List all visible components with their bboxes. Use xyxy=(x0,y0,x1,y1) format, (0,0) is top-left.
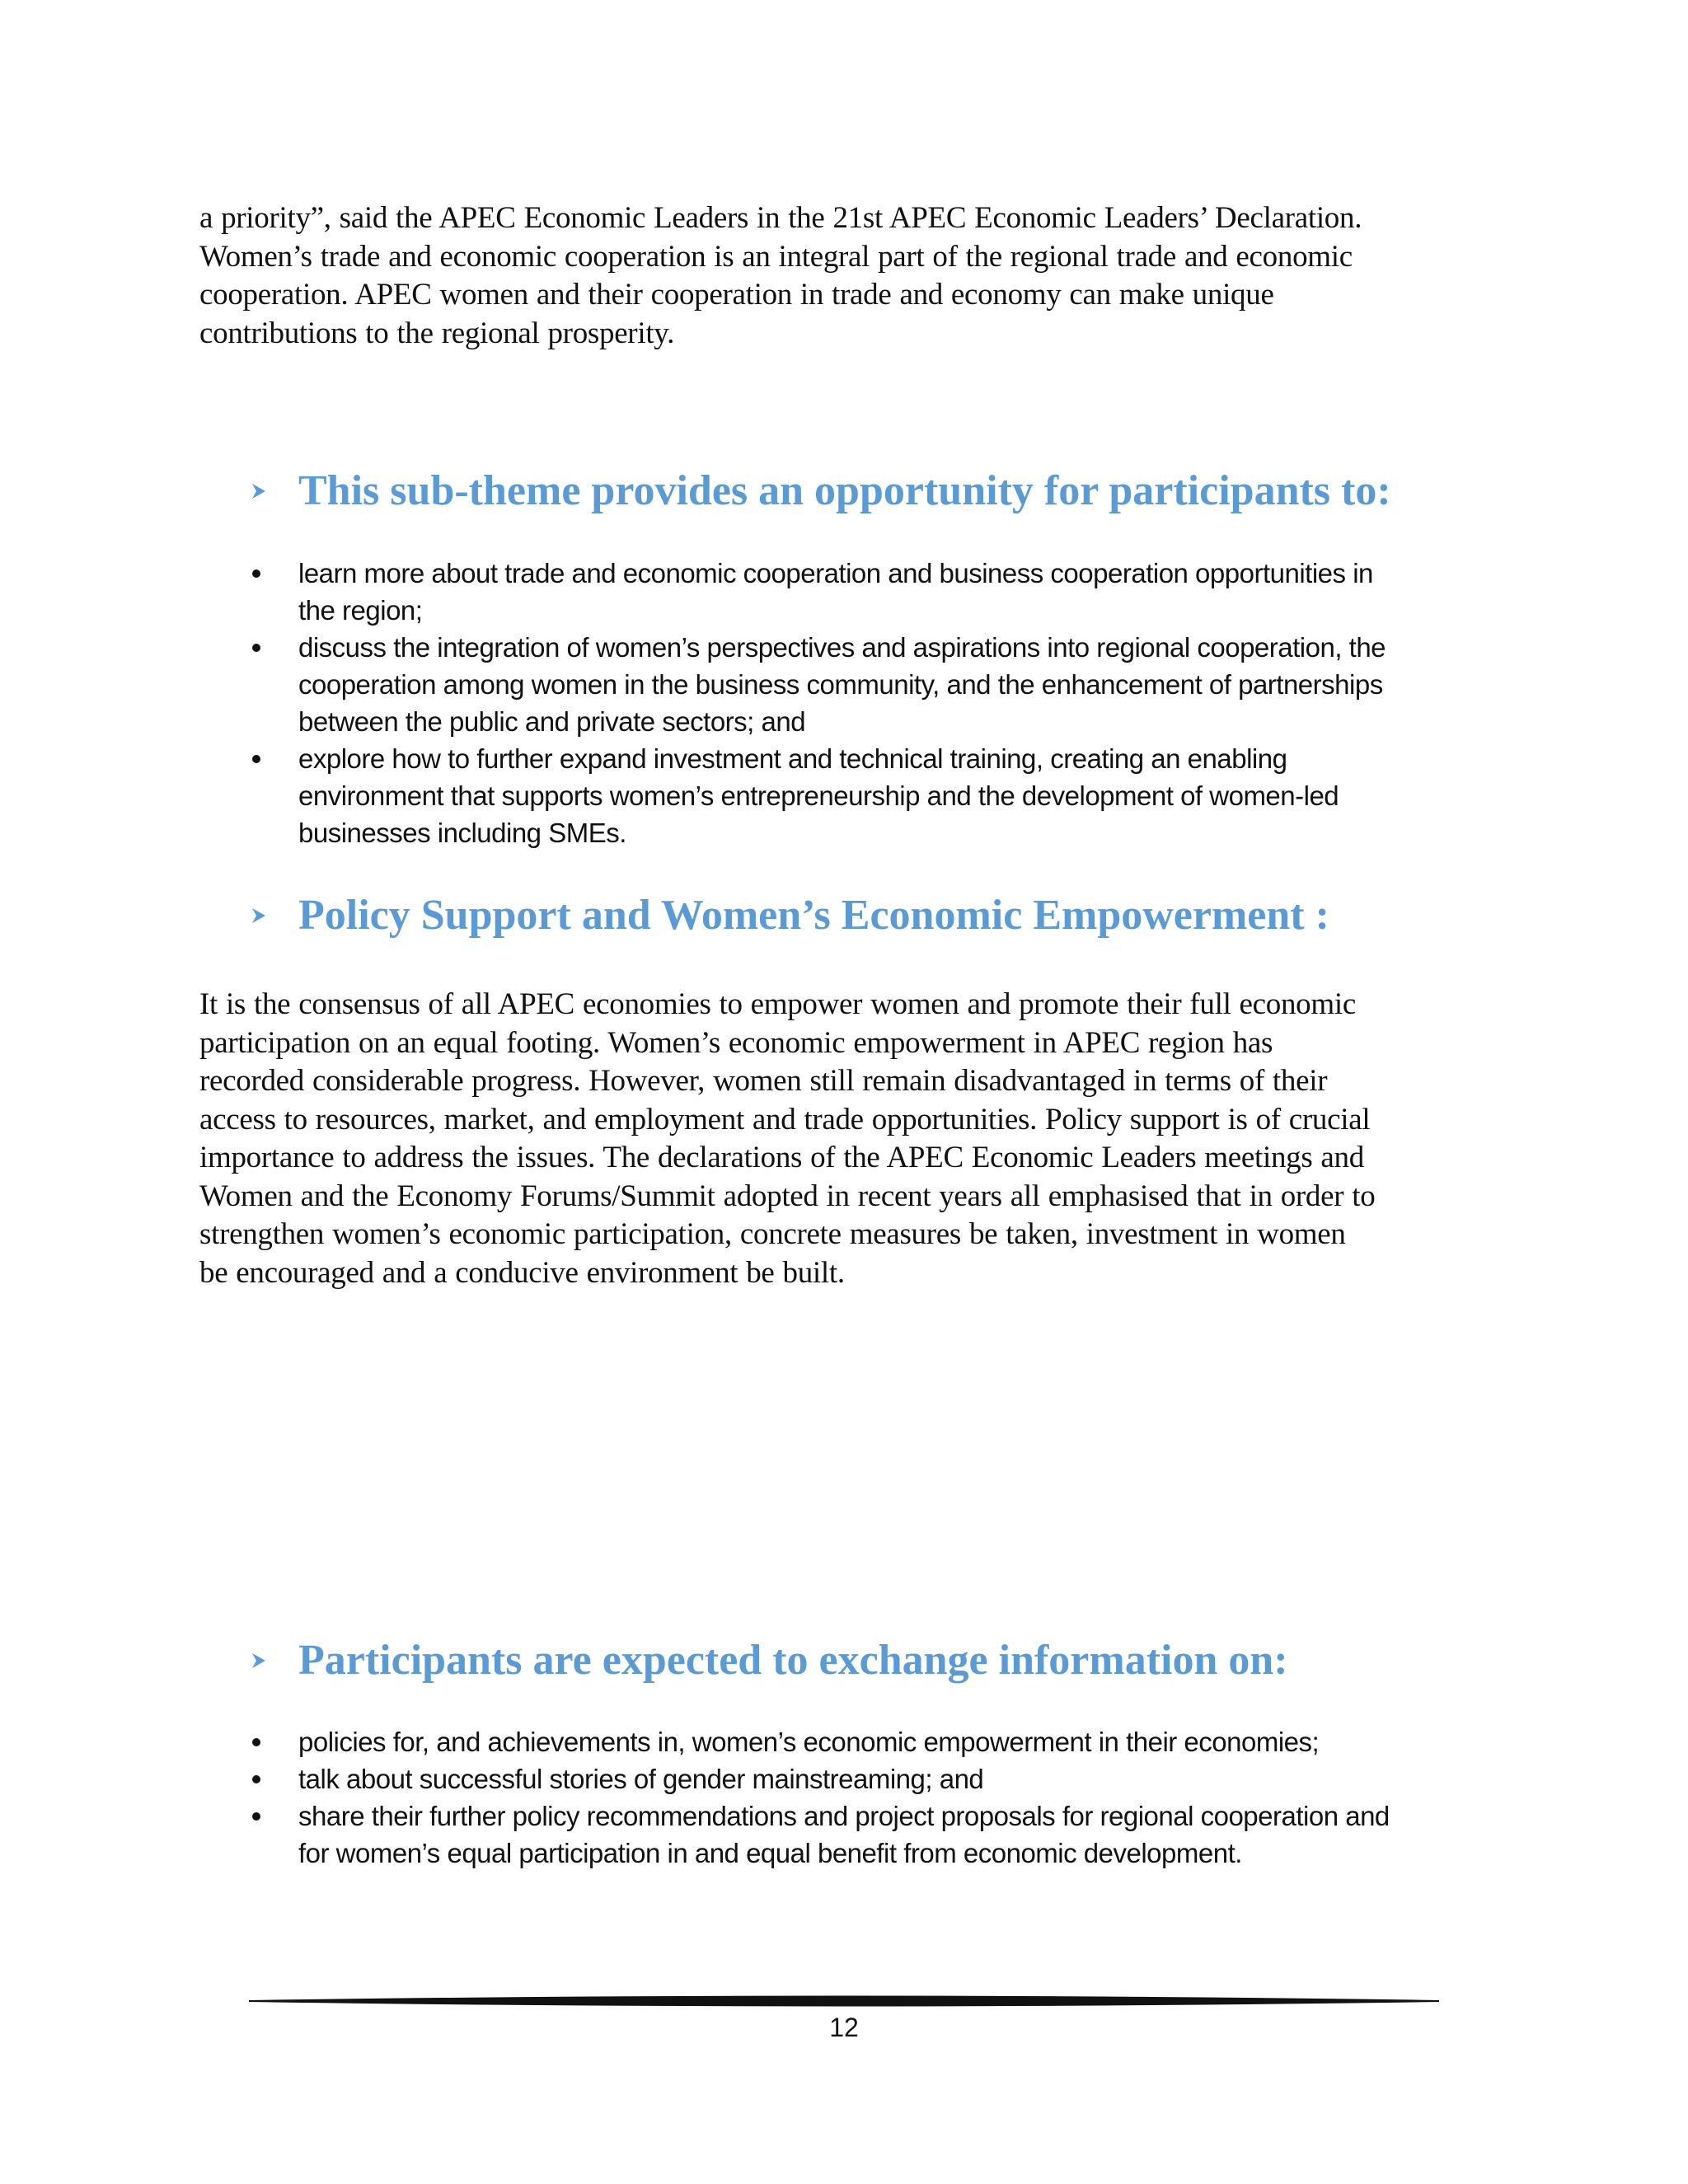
list-item xyxy=(247,740,1500,851)
intro-line: cooperation. APEC women and their cooperation in trade and economy can make unique xyxy=(199,278,1274,312)
paragraph-line: strengthen women’s economic participation, concrete measures be taken, investment in women xyxy=(199,1217,1346,1251)
bullet-dot-icon xyxy=(252,1738,260,1746)
section-heading-exchange-information xyxy=(251,1636,1288,1685)
paragraph-line: be encouraged and a conducive environment be built. xyxy=(199,1255,845,1290)
list-item xyxy=(247,629,1500,740)
list-item-line: environment that supports women’s entrepreneurship and the development of women-led xyxy=(298,780,1339,811)
bullet-dot-icon xyxy=(252,755,260,763)
intro-line: Women’s trade and economic cooperation is an integral part of the regional trade and economic xyxy=(199,239,1353,274)
exchange-bullet-list xyxy=(247,1723,1500,1872)
intro-line: contributions to the regional prosperity. xyxy=(199,316,675,350)
list-item-line: share their further policy recommendations and project proposals for regional cooperation and xyxy=(298,1801,1390,1831)
list-item xyxy=(247,1760,1500,1797)
arrowhead-bullet-icon xyxy=(251,482,298,500)
paragraph-line: participation on an equal footing. Women’s economic empowerment in APEC region has xyxy=(199,1025,1273,1060)
intro-line: a priority”, said the APEC Economic Leaders in the 21st APEC Economic Leaders’ Declaration. xyxy=(199,201,1362,235)
page-number: 12 xyxy=(829,2013,859,2042)
list-item-line: explore how to further expand investment and technical training, creating an enabling xyxy=(298,743,1287,774)
list-item xyxy=(247,1797,1500,1872)
arrowhead-bullet-icon xyxy=(251,1652,298,1670)
list-item-line: cooperation among women in the business community, and the enhancement of partnerships xyxy=(298,669,1383,700)
bullet-dot-icon xyxy=(252,569,260,578)
section-heading-policy-support xyxy=(251,891,1329,940)
paragraph-line: recorded considerable progress. However, women still remain disadvantaged in terms of their xyxy=(199,1064,1328,1098)
list-item xyxy=(247,555,1500,629)
paragraph-line: importance to address the issues. The declarations of the APEC Economic Leaders meetings and xyxy=(199,1141,1364,1174)
intro-paragraph xyxy=(199,199,1493,353)
list-item xyxy=(247,1723,1500,1760)
list-item-line: learn more about trade and economic cooperation and business cooperation opportunities in xyxy=(298,558,1373,588)
bullet-dot-icon xyxy=(252,1775,260,1783)
list-item-line: the region; xyxy=(298,595,423,626)
list-item-line: between the public and private sectors; and xyxy=(298,706,806,737)
list-item-line: talk about successful stories of gender mainstreaming; and xyxy=(298,1764,984,1794)
list-item-line: discuss the integration of women’s perspectives and aspirations into regional cooperation, the xyxy=(298,632,1386,663)
policy-support-paragraph xyxy=(199,986,1493,1292)
list-item-line: for women’s equal participation in and equal benefit from economic development. xyxy=(298,1838,1242,1868)
heading-text: This sub-theme provides an opportunity for participants to: xyxy=(298,467,1391,514)
arrowhead-bullet-icon xyxy=(251,907,298,925)
paragraph-line: access to resources, market, and employment and trade opportunities. Policy support is of crucial xyxy=(199,1102,1371,1137)
bullet-dot-icon xyxy=(252,644,260,652)
opportunity-bullet-list xyxy=(247,555,1500,851)
heading-text: Participants are expected to exchange information on: xyxy=(298,1637,1288,1684)
bullet-dot-icon xyxy=(252,1812,260,1821)
list-item-line: policies for, and achievements in, women’s economic empowerment in their economies; xyxy=(298,1727,1320,1757)
section-heading-opportunity xyxy=(251,466,1391,516)
paragraph-line: It is the consensus of all APEC economies to empower women and promote their full economic xyxy=(199,987,1356,1021)
heading-text: Policy Support and Women’s Economic Empowerment : xyxy=(298,892,1329,939)
footer-divider xyxy=(249,1993,1439,2011)
list-item-line: businesses including SMEs. xyxy=(298,818,626,848)
paragraph-line: Women and the Economy Forums/Summit adopted in recent years all emphasised that in order to xyxy=(199,1179,1376,1213)
